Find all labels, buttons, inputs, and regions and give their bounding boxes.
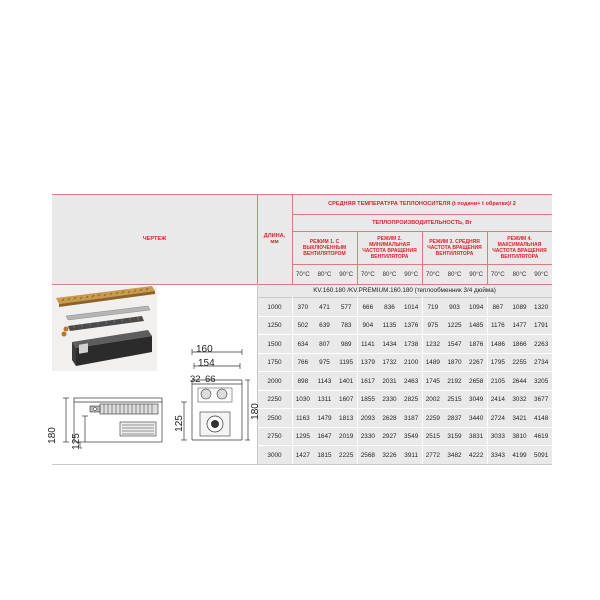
value-cell: 1232 <box>425 340 440 348</box>
value-cell: 2463 <box>404 377 419 385</box>
value-cell: 1477 <box>512 322 527 330</box>
value-cell: 1617 <box>360 377 375 385</box>
value-cell: 1815 <box>317 451 332 459</box>
datasheet-table <box>46 194 552 464</box>
value-cell: 2267 <box>469 359 484 367</box>
value-cell: 1089 <box>512 303 527 311</box>
cross-section-pipes <box>198 388 232 402</box>
side-view-height-label: 180 <box>46 427 58 444</box>
value-cell: 2031 <box>382 377 397 385</box>
value-cell: 3677 <box>534 396 549 404</box>
value-cell: 1225 <box>447 322 462 330</box>
value-cell: 502 <box>297 322 309 330</box>
value-cell: 2658 <box>469 377 484 385</box>
value-cell: 1791 <box>534 322 549 330</box>
value-cell: 3482 <box>447 451 462 459</box>
value-cell: 807 <box>319 340 330 348</box>
value-cell: 4148 <box>534 414 549 422</box>
convector-product-image <box>52 286 157 371</box>
value-cell: 3033 <box>490 433 505 441</box>
temperature-subheader: 90°C <box>534 270 549 278</box>
value-cell: 1876 <box>469 340 484 348</box>
drawing-column-header: ЧЕРТЕЖ <box>142 236 167 242</box>
value-cell: 577 <box>340 303 352 311</box>
value-cell: 3205 <box>534 377 549 385</box>
value-cell: 1195 <box>339 359 354 367</box>
value-cell: 2515 <box>447 396 462 404</box>
value-cell: 1141 <box>360 340 375 348</box>
side-view-inner-height-label: 125 <box>70 433 82 450</box>
length-cell: 1250 <box>267 322 282 330</box>
value-cell: 2330 <box>382 396 397 404</box>
value-cell: 3226 <box>382 451 397 459</box>
cross-section-offset-b-label: 66 <box>205 374 216 385</box>
value-cell: 989 <box>340 340 352 348</box>
mode-2-header: РЕЖИМ 2. МИНИМАЛЬНАЯ ЧАСТОТА ВРАЩЕНИЯ ВЕНТИЛЯТОРА <box>362 235 417 260</box>
value-cell: 1489 <box>425 359 440 367</box>
cross-section-height-label: 180 <box>249 403 261 420</box>
value-cell: 1745 <box>425 377 440 385</box>
temperature-subheader: 80°C <box>512 270 527 278</box>
body-line <box>257 284 258 464</box>
temperature-subheader: 90°C <box>469 270 484 278</box>
value-cell: 666 <box>362 303 374 311</box>
value-cell: 1607 <box>339 396 354 404</box>
value-cell: 2093 <box>360 414 375 422</box>
value-cell: 2825 <box>404 396 419 404</box>
value-cell: 898 <box>297 377 309 385</box>
value-cell: 3187 <box>404 414 419 422</box>
temperature-subheader: 90°C <box>404 270 419 278</box>
side-view-drawing <box>52 376 167 462</box>
body-line <box>487 297 488 464</box>
value-cell: 2724 <box>490 414 505 422</box>
value-cell: 3159 <box>447 433 462 441</box>
header-line <box>52 284 552 285</box>
value-cell: 1479 <box>317 414 332 422</box>
value-cell: 2002 <box>425 396 440 404</box>
value-cell: 903 <box>449 303 460 311</box>
header-line <box>292 194 293 284</box>
value-cell: 1163 <box>295 414 310 422</box>
value-cell: 1486 <box>490 340 505 348</box>
value-cell: 783 <box>340 322 352 330</box>
value-cell: 2628 <box>382 414 397 422</box>
value-cell: 1376 <box>404 322 419 330</box>
side-view-exchanger <box>90 404 158 414</box>
table-bottom-line <box>52 464 552 465</box>
body-line <box>422 297 423 464</box>
temperature-subheader: 90°C <box>339 270 354 278</box>
cross-section-inner-width-label: 154 <box>198 358 215 369</box>
value-cell: 3032 <box>512 396 527 404</box>
value-cell: 3421 <box>512 414 527 422</box>
value-cell: 3549 <box>404 433 419 441</box>
value-cell: 975 <box>427 322 439 330</box>
value-cell: 2105 <box>490 377 505 385</box>
value-cell: 1485 <box>469 322 484 330</box>
value-cell: 1795 <box>490 359 505 367</box>
value-cell: 2225 <box>339 451 354 459</box>
value-cell: 1738 <box>404 340 419 348</box>
length-cell: 2000 <box>267 377 282 385</box>
mode-4-header: РЕЖИМ 4. МАКСИМАЛЬНАЯ ЧАСТОТА ВРАЩЕНИЯ ВЕНТИЛЯТОРА <box>492 235 547 260</box>
temperature-subheader: 70°C <box>360 270 375 278</box>
value-cell: 836 <box>384 303 395 311</box>
value-cell: 2019 <box>339 433 354 441</box>
value-cell: 1094 <box>469 303 484 311</box>
value-cell: 2414 <box>490 396 505 404</box>
value-cell: 2515 <box>425 433 440 441</box>
value-cell: 1379 <box>360 359 375 367</box>
length-cell: 2500 <box>267 414 282 422</box>
value-cell: 1295 <box>295 433 310 441</box>
value-cell: 2772 <box>425 451 440 459</box>
value-cell: 1401 <box>339 377 354 385</box>
value-cell: 2100 <box>404 359 419 367</box>
value-cell: 1135 <box>382 322 397 330</box>
value-cell: 1855 <box>360 396 375 404</box>
value-cell: 1014 <box>404 303 419 311</box>
length-cell: 2250 <box>267 396 282 404</box>
header-line <box>357 231 358 284</box>
header-line <box>422 231 423 284</box>
header-line <box>487 231 488 284</box>
value-cell: 1030 <box>295 396 310 404</box>
value-cell: 3810 <box>512 433 527 441</box>
value-cell: 3343 <box>490 451 505 459</box>
value-cell: 1647 <box>317 433 332 441</box>
header-line <box>292 214 552 215</box>
value-cell: 867 <box>492 303 504 311</box>
model-name: KV.160.180 /KV.PREMIUM.160.180 (теплообменник 3/4 дюйма) <box>313 287 496 294</box>
cross-section-width-label: 160 <box>196 344 213 355</box>
value-cell: 975 <box>319 359 330 367</box>
value-cell: 1547 <box>447 340 462 348</box>
temperature-subheader: 80°C <box>447 270 462 278</box>
value-cell: 1427 <box>295 451 310 459</box>
body-line <box>292 297 293 464</box>
value-cell: 1732 <box>382 359 397 367</box>
value-cell: 3831 <box>469 433 484 441</box>
header-line <box>257 194 258 284</box>
length-cell: 1500 <box>267 340 282 348</box>
length-cell: 3000 <box>267 451 282 459</box>
value-cell: 1320 <box>534 303 549 311</box>
header-line <box>52 194 552 195</box>
value-cell: 2644 <box>512 377 527 385</box>
value-cell: 634 <box>297 340 309 348</box>
body-line <box>257 297 552 298</box>
value-cell: 2263 <box>534 340 549 348</box>
value-cell: 370 <box>297 303 309 311</box>
value-cell: 2330 <box>360 433 375 441</box>
value-cell: 766 <box>297 359 309 367</box>
length-cell: 1750 <box>267 359 282 367</box>
value-cell: 2837 <box>447 414 462 422</box>
value-cell: 1813 <box>339 414 354 422</box>
value-cell: 1434 <box>382 340 397 348</box>
value-cell: 1866 <box>512 340 527 348</box>
cross-section-offset-a-label: 32 <box>190 374 201 385</box>
mode-3-header: РЕЖИМ 3. СРЕДНЯЯ ЧАСТОТА ВРАЩЕНИЯ ВЕНТИЛЯТОРА <box>427 238 482 257</box>
value-cell: 1143 <box>317 377 332 385</box>
length-cell: 2750 <box>267 433 282 441</box>
length-column-header: ДЛИНА, мм <box>263 233 286 245</box>
value-cell: 1870 <box>447 359 462 367</box>
avg-temperature-header: СРЕДНЯЯ ТЕМПЕРАТУРА ТЕПЛОНОСИТЕЛЯ (t подачи+ t обратки)/ 2 <box>328 201 516 207</box>
value-cell: 2927 <box>382 433 397 441</box>
value-cell: 4199 <box>512 451 527 459</box>
value-cell: 2734 <box>534 359 549 367</box>
body-line <box>357 297 358 464</box>
value-cell: 904 <box>362 322 374 330</box>
value-cell: 4222 <box>469 451 484 459</box>
value-cell: 2255 <box>512 359 527 367</box>
value-cell: 5091 <box>534 451 549 459</box>
temperature-subheader: 70°C <box>490 270 505 278</box>
value-cell: 1311 <box>317 396 332 404</box>
value-cell: 639 <box>319 322 330 330</box>
heat-output-header: ТЕПЛОПРОИЗВОДИТЕЛЬНОСТЬ, Вт <box>372 219 472 226</box>
value-cell: 4619 <box>534 433 549 441</box>
value-cell: 471 <box>319 303 330 311</box>
value-cell: 3049 <box>469 396 484 404</box>
value-cell: 719 <box>427 303 439 311</box>
value-cell: 2259 <box>425 414 440 422</box>
cross-section-fan <box>200 412 230 436</box>
temperature-subheader: 70°C <box>295 270 310 278</box>
length-cell: 1000 <box>267 303 282 311</box>
side-view-fan <box>120 422 156 436</box>
value-cell: 2192 <box>447 377 462 385</box>
cross-section-inner-height-label: 125 <box>173 415 185 432</box>
temperature-subheader: 70°C <box>425 270 440 278</box>
value-cell: 2568 <box>360 451 375 459</box>
temperature-subheader: 80°C <box>382 270 397 278</box>
value-cell: 3440 <box>469 414 484 422</box>
value-cell: 3911 <box>404 451 419 459</box>
temperature-subheader: 80°C <box>317 270 332 278</box>
mode-1-header: РЕЖИМ 1. С ВЫКЛЮЧЕННЫМ ВЕНТИЛЯТОРОМ <box>302 238 347 257</box>
value-cell: 1176 <box>490 322 505 330</box>
